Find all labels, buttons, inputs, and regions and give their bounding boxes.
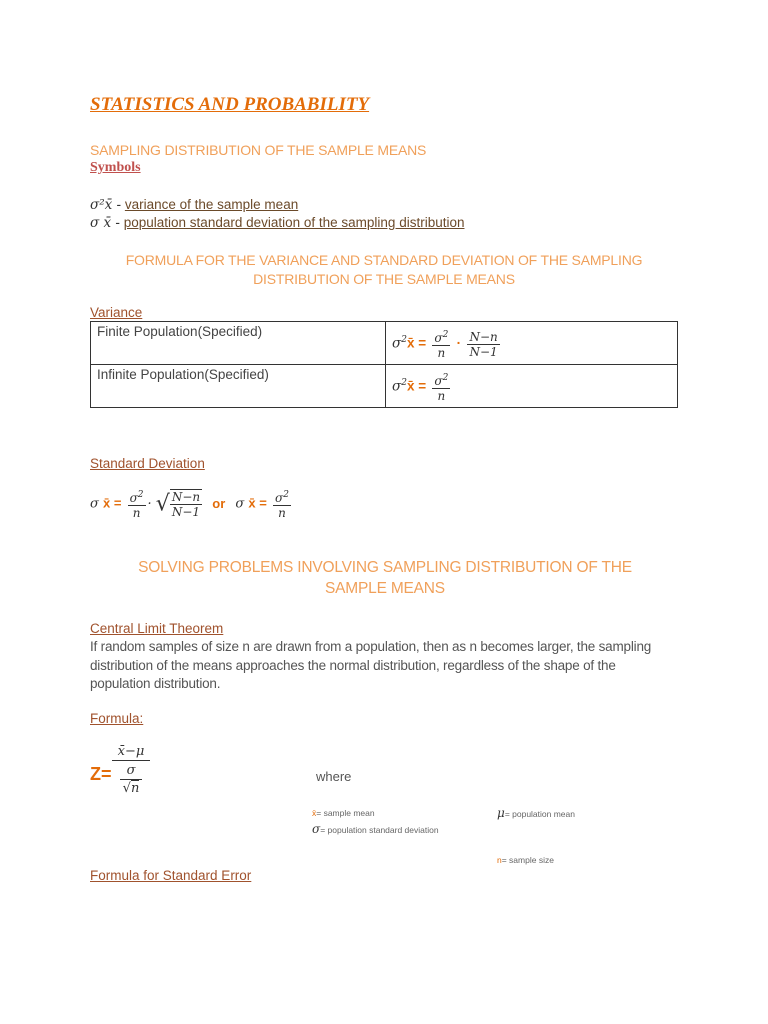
infinite-case-cell: Infinite Population(Specified) <box>91 365 386 408</box>
clt-text: If random samples of size n are drawn from a population, then as n becomes larger, the sampling distribution of the means approaches the normal distribution, regardless of the shape of the population distribution. <box>90 639 652 691</box>
std-description: population standard deviation of the sampling distribution <box>123 215 465 230</box>
symbols-label: Symbols <box>90 160 141 175</box>
table-row <box>91 365 678 408</box>
std-symbol: σ x̄ - <box>90 215 120 231</box>
z-formula: x̄−μ σ √n <box>112 744 150 798</box>
variance-label: Variance <box>90 305 143 320</box>
legend-xbar-text: = sample mean <box>316 808 375 818</box>
finite-case-cell: Finite Population(Specified) <box>91 322 386 365</box>
z-label: Z= <box>90 764 112 784</box>
symbol-row-variance <box>90 197 298 213</box>
finite-formula-cell <box>386 322 678 365</box>
legend-mu: μ= population mean <box>497 806 575 820</box>
infinite-formula-cell <box>386 365 678 408</box>
section-subheading: SAMPLING DISTRIBUTION OF THE SAMPLE MEANS <box>90 142 427 158</box>
symbol-row-std <box>90 215 464 231</box>
legend-sigma: σ= population standard deviation <box>312 822 439 836</box>
page-title: STATISTICS AND PROBABILITY <box>90 94 370 115</box>
finite-formula: $\sigma^2x̄$ = $\frac{\sigma^2}{n}$ · $\frac{N-n}{N-1}$ <box>392 329 498 360</box>
variance-table <box>90 321 678 408</box>
where-label: where <box>316 769 352 784</box>
std-formula: σ x̄ = $\frac{\sigma^2}{n}$ · √ $\frac{N-n}{N-1}$ or σ x̄ = $\frac{\sigma^2}{n}$ <box>90 490 289 520</box>
legend-n: n= sample size <box>497 855 554 865</box>
std-label: Standard Deviation <box>90 456 205 471</box>
solving-heading: SOLVING PROBLEMS INVOLVING SAMPLING DISTRIBUTION OF THE SAMPLE MEANS <box>138 559 632 597</box>
std-or: or <box>212 495 226 511</box>
infinite-formula: $\sigma^2x̄$ = $\frac{\sigma^2}{n}$ <box>392 373 449 403</box>
variance-description: variance of the sample mean <box>124 197 299 212</box>
table-row <box>91 322 678 365</box>
legend-sigma-text: = population standard deviation <box>320 825 439 835</box>
legend-xbar: x̄= sample mean <box>312 808 375 818</box>
formula-label: Formula: <box>90 711 144 726</box>
legend-mu-text: = population mean <box>504 809 575 819</box>
legend-n-text: = sample size <box>501 855 554 865</box>
standard-error-label: Formula for Standard Error <box>90 868 252 883</box>
formula-heading: FORMULA FOR THE VARIANCE AND STANDARD DEVIATION OF THE SAMPLING DISTRIBUTION OF THE SAMPLE MEANS <box>125 252 643 287</box>
clt-label: Central Limit Theorem <box>90 621 224 636</box>
variance-symbol: σ²x̄ - <box>90 197 122 213</box>
